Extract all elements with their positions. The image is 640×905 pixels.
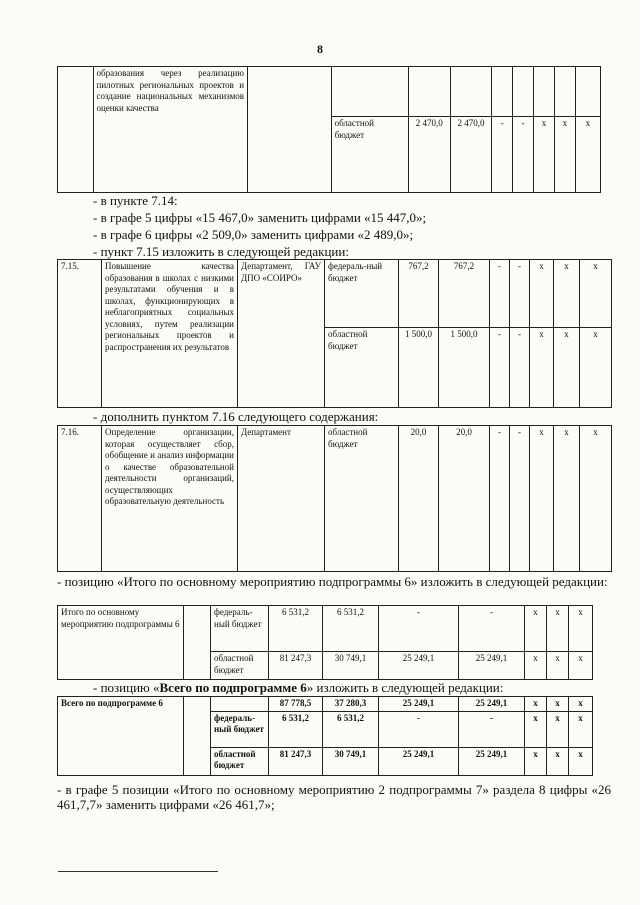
cell-v3: 25 249,1: [379, 747, 459, 775]
paragraph: - в графе 5 цифры «15 467,0» заменить цифрами «15 447,0»;: [93, 210, 427, 225]
cell-v2: 30 749,1: [323, 652, 379, 680]
cell-executor: [248, 67, 332, 193]
cell-v3: -: [379, 606, 459, 652]
paragraph-text: - позицию «: [93, 680, 160, 695]
cell-v2: 767,2: [439, 260, 490, 328]
paragraph: [93, 680, 503, 695]
cell-x: x: [569, 652, 593, 680]
table-item-7-16: [57, 425, 612, 572]
cell-description: Определение организации, которая осуществляет сбор, обобщение и анализ информации о качестве образовательной деятельности организаций, осуществляющих образовательную деятельность: [102, 426, 238, 572]
cell-v4: 25 249,1: [459, 652, 525, 680]
page-number: 8: [317, 42, 323, 56]
paragraph: - в пункте 7.14:: [93, 193, 178, 208]
cell-total-v2: 37 280,3: [323, 697, 379, 712]
cell-num: 7.15.: [58, 260, 102, 408]
paragraph: - в графе 5 позиции «Итого по основному мероприятию 2 подпрограммы 7» раздела 8 цифры «26 461,7,7» заменить цифрами «26 461,7»;: [57, 782, 611, 812]
cell-v1: 6 531,2: [269, 711, 323, 747]
cell-v1: 81 247,3: [269, 652, 323, 680]
cell-v3: -: [379, 711, 459, 747]
cell-label: Всего по подпрограмме 6: [58, 697, 184, 776]
cell-v4: -: [513, 117, 534, 193]
cell-x: x: [554, 117, 575, 193]
cell-empty: [331, 67, 408, 117]
cell-x: x: [547, 606, 569, 652]
cell-x: x: [569, 697, 593, 712]
cell-source: федераль-ный бюджет: [211, 606, 269, 652]
cell-source: областной бюджет: [325, 328, 399, 408]
cell-x: x: [575, 117, 600, 193]
table-itogo: [57, 605, 593, 680]
cell-x: x: [554, 426, 580, 572]
cell-x: x: [525, 697, 547, 712]
cell-v1: 767,2: [399, 260, 439, 328]
cell-v2: 1 500,0: [439, 328, 490, 408]
cell-x: x: [530, 426, 554, 572]
cell-empty: [184, 697, 211, 776]
cell-x: x: [534, 117, 555, 193]
cell-source: областной бюджет: [325, 426, 399, 572]
cell-x: x: [569, 747, 593, 775]
cell-x: x: [525, 747, 547, 775]
cell-x: x: [569, 711, 593, 747]
cell-v4: 25 249,1: [459, 747, 525, 775]
cell-x: x: [580, 328, 612, 408]
cell-x: x: [530, 328, 554, 408]
cell-x: x: [525, 606, 547, 652]
paragraph-bold-text: Всего по подпрограмме 6: [159, 680, 307, 695]
cell-source: федераль-ный бюджет: [211, 711, 269, 747]
cell-v4: -: [510, 328, 530, 408]
cell-v1: 6 531,2: [269, 606, 323, 652]
cell-x: x: [547, 747, 569, 775]
cell-num: 7.16.: [58, 426, 102, 572]
cell-x: x: [525, 711, 547, 747]
cell-description: Повышение качества образования в школах с низкими результатами обучения и в школах, функционирующих в неблагоприятных социальных условиях, путем реализации региональных проектов и распространения их результатов: [102, 260, 238, 408]
cell-v4: -: [459, 606, 525, 652]
cell-total-v4: 25 249,1: [459, 697, 525, 712]
cell-x: x: [547, 652, 569, 680]
cell-v1: 2 470,0: [408, 117, 450, 193]
table-vsego: [57, 696, 593, 776]
cell-v1: 1 500,0: [399, 328, 439, 408]
cell-x: x: [530, 260, 554, 328]
cell-source: областной бюджет: [211, 652, 269, 680]
cell-v3: -: [490, 426, 510, 572]
cell-v3: -: [490, 260, 510, 328]
cell-x: x: [554, 260, 580, 328]
cell-v2: 2 470,0: [450, 117, 492, 193]
cell-v2: 20,0: [439, 426, 490, 572]
cell-empty: [184, 606, 211, 680]
cell-total-v3: 25 249,1: [379, 697, 459, 712]
cell-v4: -: [510, 426, 530, 572]
cell-source: областной бюджет: [331, 117, 408, 193]
cell-num: [58, 67, 94, 193]
table-item-7-15: [57, 259, 612, 408]
cell-x: x: [569, 606, 593, 652]
cell-x: x: [580, 260, 612, 328]
cell-description: образования через реализацию пилотных региональных проектов и создание национальных механизмов оценки качества: [93, 67, 248, 193]
cell-x: x: [580, 426, 612, 572]
cell-v2: 6 531,2: [323, 711, 379, 747]
cell-v2: 30 749,1: [323, 747, 379, 775]
cell-v3: 25 249,1: [379, 652, 459, 680]
table-continuation: [57, 66, 601, 193]
cell-x: x: [554, 328, 580, 408]
cell-x: x: [525, 652, 547, 680]
paragraph: - дополнить пунктом 7.16 следующего содержания:: [93, 409, 379, 424]
paragraph: - в графе 6 цифры «2 509,0» заменить цифрами «2 489,0»;: [93, 227, 414, 242]
cell-executor: Департамент: [238, 426, 325, 572]
cell-v4: -: [459, 711, 525, 747]
cell-label: Итого по основному мероприятию подпрограммы 6: [58, 606, 184, 680]
cell-v4: -: [510, 260, 530, 328]
cell-x: x: [547, 697, 569, 712]
cell-x: x: [547, 711, 569, 747]
cell-v1: 81 247,3: [269, 747, 323, 775]
cell-v1: 20,0: [399, 426, 439, 572]
cell-v3: -: [492, 117, 513, 193]
paragraph-text: » изложить в следующей редакции:: [306, 680, 504, 695]
cell-source: федераль-ный бюджет: [325, 260, 399, 328]
cell-v2: 6 531,2: [323, 606, 379, 652]
cell-executor: Департамент, ГАУ ДПО «СОИРО»: [238, 260, 325, 408]
paragraph: - позицию «Итого по основному мероприятию подпрограммы 6» изложить в следующей редакции:: [57, 574, 608, 589]
cell-total-v1: 87 778,5: [269, 697, 323, 712]
footnote-divider: [58, 871, 218, 872]
cell-v3: -: [490, 328, 510, 408]
cell-source: областной бюджет: [211, 747, 269, 775]
paragraph: - пункт 7.15 изложить в следующей редакции:: [93, 244, 349, 259]
cell-empty: [211, 697, 269, 712]
